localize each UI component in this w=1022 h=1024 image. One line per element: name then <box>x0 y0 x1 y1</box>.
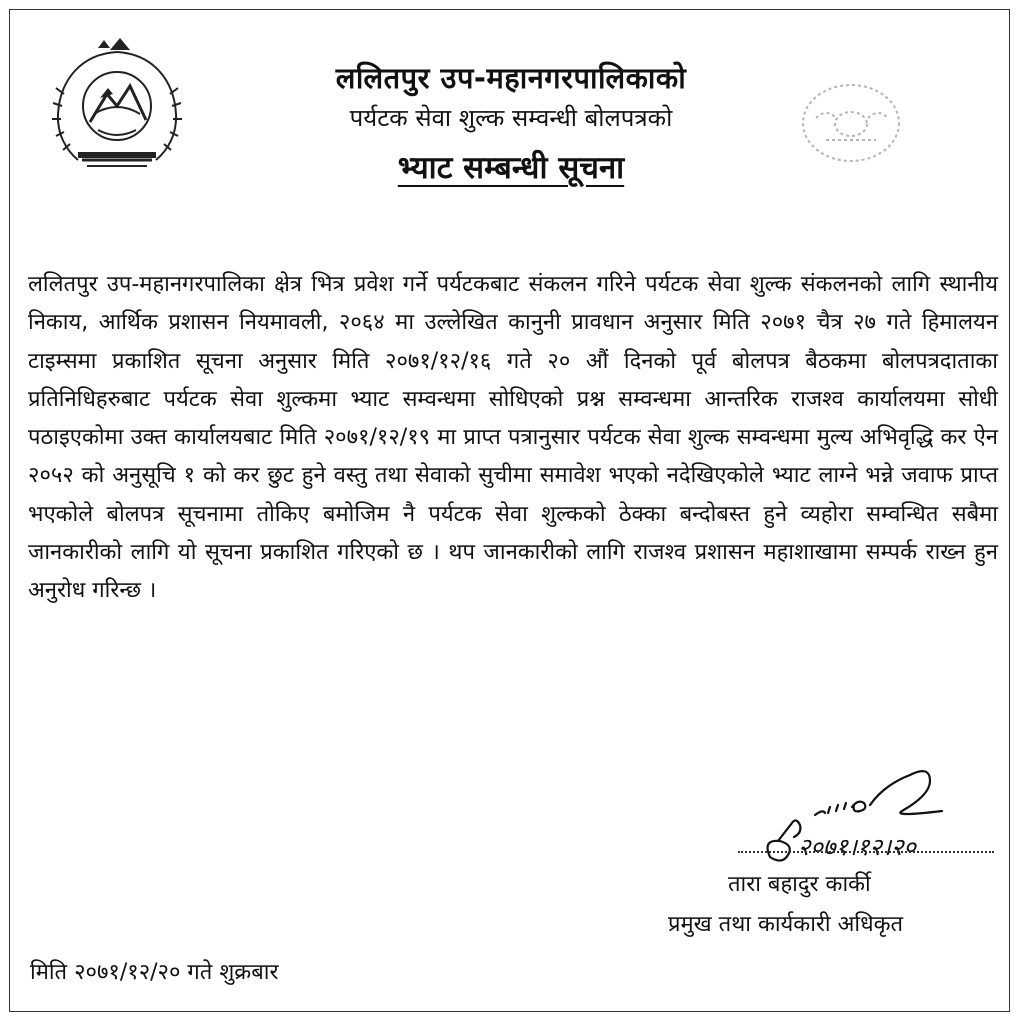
signatory-designation: प्रमुख तथा कार्यकारी अधिकृत <box>668 912 904 937</box>
organization-name: ललितपुर उप-महानगरपालिकाको <box>335 61 687 95</box>
notice-body: ललितपुर उप-महानगरपालिका क्षेत्र भित्र प्रवेश गर्ने पर्यटकबाट संकलन गरिने पर्यटक सेवा शुल्क संकलनको लागि स्थानीय निकाय, आर्थिक प्रशासन नियमावली, २०६४ मा उल्लेखित कानुनी प्रावधान अनुसार मिति २०७१ चैत्र २७ गते हिमालयन टाइम्समा प्रकाशित सूचना अनुसार मिति २०७१/१२/१६ गते २० औं दिनको पूर्व बोलपत्र बैठकमा बोलपत्रदाताका प्रतिनिधिहरुबाट पर्यटक सेवा शुल्कमा भ्याट सम्वन्धमा सोधिएको प्रश्न सम्वन्धमा आन्तरिक राजश्व कार्यालयमा सोधी पठाइएकोमा उक्त कार्यालयबाट मिति २०७१/१२/१९ मा प्राप्त पत्रानुसार पर्यटक सेवा शुल्क सम्वन्धमा मुल्य अभिवृद्धि कर ऐन २०५२ को अनुसूचि १ को कर छुट हुने वस्तु तथा सेवाको सुचीमा समावेश भएको नदेखिएकोले भ्याट लाग्ने भन्ने जवाफ प्राप्त भएकोले बोलपत्र सूचनामा तोकिए बमोजिम नै पर्यटक सेवा शुल्कको ठेक्का बन्दोबस्त हुने व्यहोरा सम्वन्धित सबैमा जानकारीको लागि यो सूचना प्रकाशित गरिएको छ । थप जानकारीको लागि राजश्व प्रशासन महाशाखामा सम्पर्क राख्न हुन अनुरोध गरिन्छ । <box>28 272 998 604</box>
signature-dotted-line <box>738 851 994 853</box>
notice-subject: पर्यटक सेवा शुल्क सम्वन्धी बोलपत्रको <box>349 104 673 132</box>
notice-date: मिति २०७१/१२/२० गते शुक्रबार <box>30 960 279 985</box>
signature-icon <box>700 745 1000 865</box>
signatory-name: तारा बहादुर कार्की <box>728 872 871 897</box>
handwritten-date: २०७१।१२।२० <box>798 833 917 861</box>
notice-title: भ्याट सम्बन्धी सूचना <box>397 150 625 186</box>
